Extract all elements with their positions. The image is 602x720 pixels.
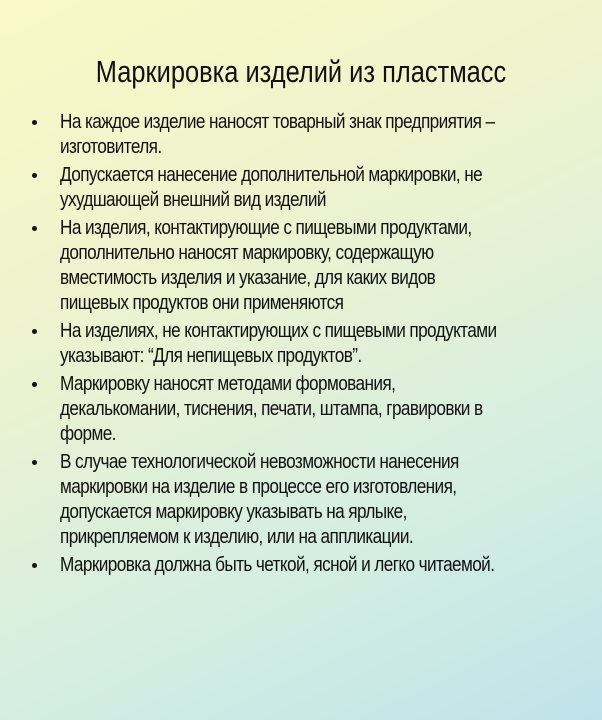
bullet-dot-icon — [32, 329, 37, 334]
bullet-item-5 — [28, 372, 588, 447]
bullet-item-3 — [28, 216, 588, 316]
bullet-text-6: В случае технологической невозможности нанесения маркировки на изделие в процессе его изготовления, допускается маркировку указывать на ярлыке, прикрепляемом к изделию, или на аппликации. — [60, 451, 459, 548]
bullet-text-5: Маркировку наносят методами формования, декалькомании, тиснения, печати, штампа, гравировки в форме. — [60, 373, 483, 445]
bullet-list — [28, 110, 588, 581]
bullet-item-6 — [28, 450, 588, 550]
bullet-dot-icon — [32, 382, 37, 387]
bullet-item-1 — [28, 110, 588, 160]
bullet-text-1: На каждое изделие наносят товарный знак предприятия – изготовителя. — [60, 111, 495, 158]
bullet-text-2: Допускается нанесение дополнительной маркировки, не ухудшающей внешний вид изделий — [60, 164, 483, 211]
bullet-dot-icon — [32, 226, 37, 231]
bullet-text-3: На изделия, контактирующие с пищевыми продуктами, дополнительно наносят маркировку, содержащую вместимость изделия и указание, для каких видов пищевых продуктов они применяются — [60, 217, 472, 314]
bullet-item-7 — [28, 553, 588, 578]
bullet-item-4 — [28, 319, 588, 369]
bullet-dot-icon — [32, 173, 37, 178]
bullet-dot-icon — [32, 460, 37, 465]
bullet-item-2 — [28, 163, 588, 213]
slide-title: Маркировка изделий из пластмасс — [95, 54, 507, 89]
bullet-dot-icon — [32, 120, 37, 125]
bullet-text-4: На изделиях, не контактирующих с пищевыми продуктами указывают: “Для непищевых продуктов”. — [60, 320, 497, 367]
bullet-dot-icon — [32, 563, 37, 568]
bullet-text-7: Маркировка должна быть четкой, ясной и легко читаемой. — [60, 554, 495, 576]
